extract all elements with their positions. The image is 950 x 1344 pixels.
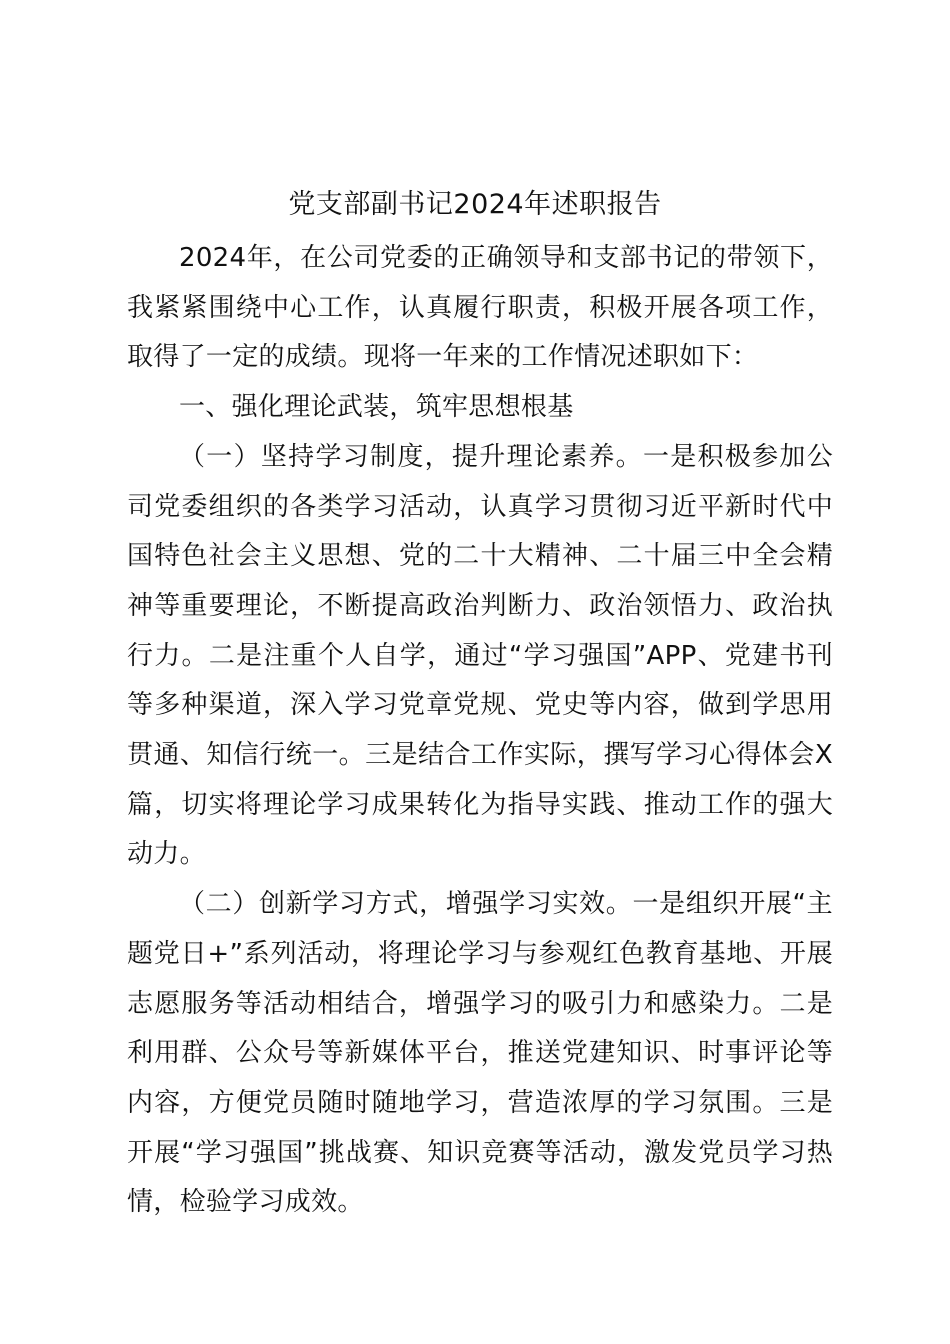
subsection-paragraph-2: （二）创新学习方式，增强学习实效。一是组织开展“主题党日+”系列活动，将理论学习与参观红色教育基地、开展志愿服务等活动相结合，增强学习的吸引力和感染力。二是利用群、公众号等新媒体平台，推送党建知识、时事评论等内容，方便党员随时随地学习，营造浓厚的学习氛围。三是开展“学习强国”挑战赛、知识竞赛等活动，激发党员学习热情，检验学习成效。: [127, 889, 833, 1218]
document-body: [127, 234, 833, 1228]
intro-paragraph: 2024年，在公司党委的正确领导和支部书记的带领下，我紧紧围绕中心工作，认真履行职责，积极开展各项工作，取得了一定的成绩。现将一年来的工作情况述职如下：: [127, 243, 833, 373]
subsection-paragraph-1: （一）坚持学习制度，提升理论素养。一是积极参加公司党委组织的各类学习活动，认真学习贯彻习近平新时代中国特色社会主义思想、党的二十大精神、二十届三中全会精神等重要理论，不断提高政治判断力、政治领悟力、政治执行力。二是注重个人自学，通过“学习强国”APP、党建书刊等多种渠道，深入学习党章党规、党史等内容，做到学思用贯通、知信行统一。三是结合工作实际，撰写学习心得体会X篇，切实将理论学习成果转化为指导实践、推动工作的强大动力。: [127, 441, 833, 870]
document-title: 党支部副书记2024年述职报告: [288, 189, 662, 220]
section-heading: 一、强化理论武装，筑牢思想根基: [179, 392, 574, 423]
